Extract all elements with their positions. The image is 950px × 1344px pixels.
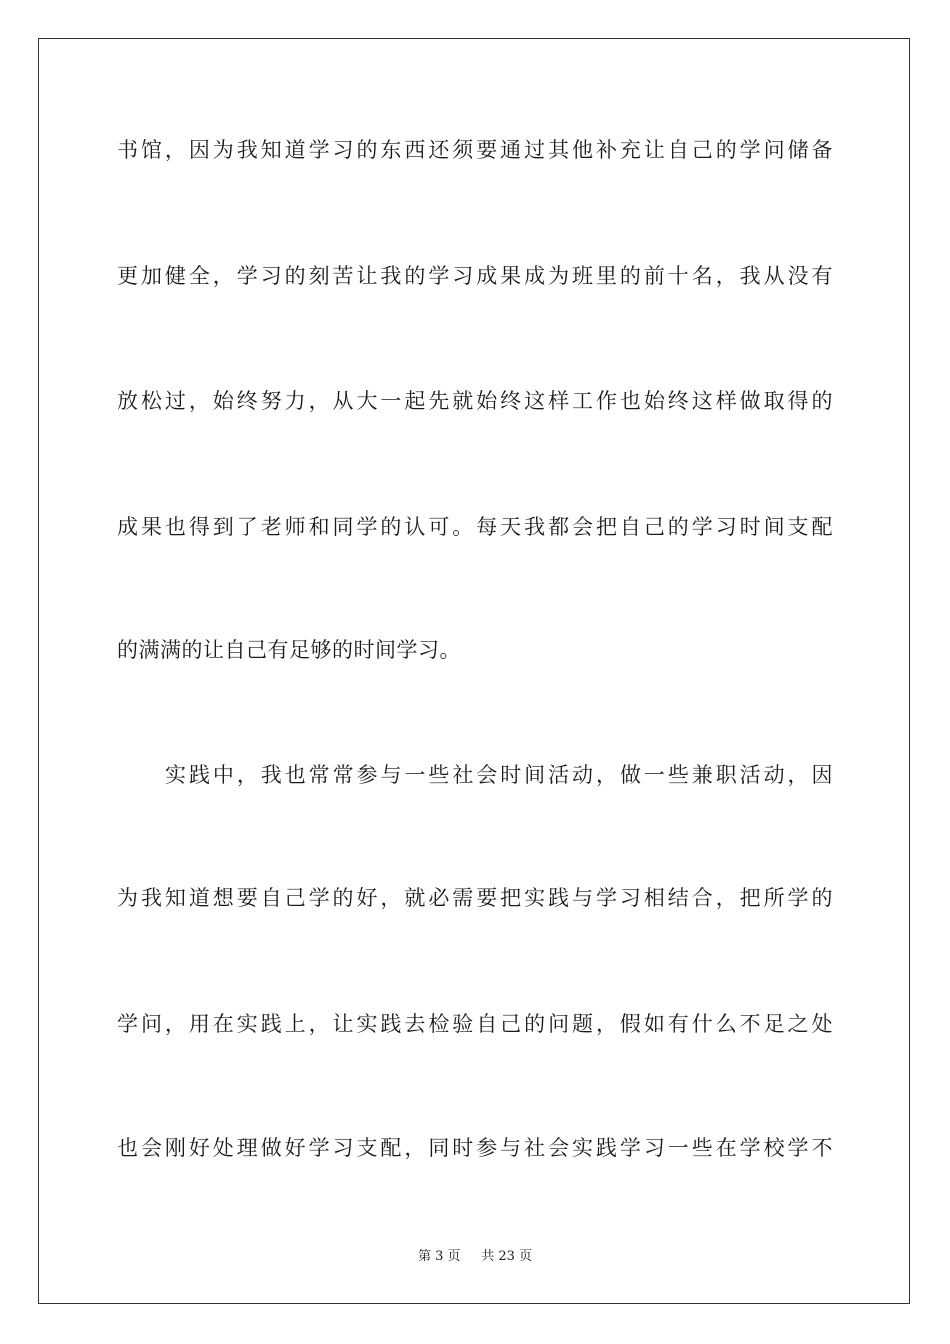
- page-number: 第 3 页: [417, 1249, 461, 1264]
- page-footer: [0, 1249, 950, 1265]
- body-text-line: 为我知道想要自己学的好，就必需要把实践与学习相结合，把所学的: [117, 886, 833, 910]
- body-text-line: 也会刚好处理做好学习支配，同时参与社会实践学习一些在学校学不: [117, 1136, 833, 1160]
- page-border: [38, 38, 910, 1304]
- body-text-line: 的满满的让自己有足够的时间学习。: [117, 638, 461, 662]
- body-text-line: 更加健全，学习的刻苦让我的学习成果成为班里的前十名，我从没有: [117, 264, 833, 288]
- page-total: 共 23 页: [481, 1249, 533, 1264]
- body-text-line: 放松过，始终努力，从大一起先就始终这样工作也始终这样做取得的: [117, 389, 833, 413]
- body-text-line: 书馆，因为我知道学习的东西还须要通过其他补充让自己的学问储备: [117, 138, 833, 162]
- paragraph-first-line: 实践中，我也常常参与一些社会时间活动，做一些兼职活动，因: [165, 763, 833, 787]
- body-text-line: 成果也得到了老师和同学的认可。每天我都会把自己的学习时间支配: [117, 515, 833, 539]
- body-text-line: 学问，用在实践上，让实践去检验自己的问题，假如有什么不足之处: [117, 1012, 833, 1036]
